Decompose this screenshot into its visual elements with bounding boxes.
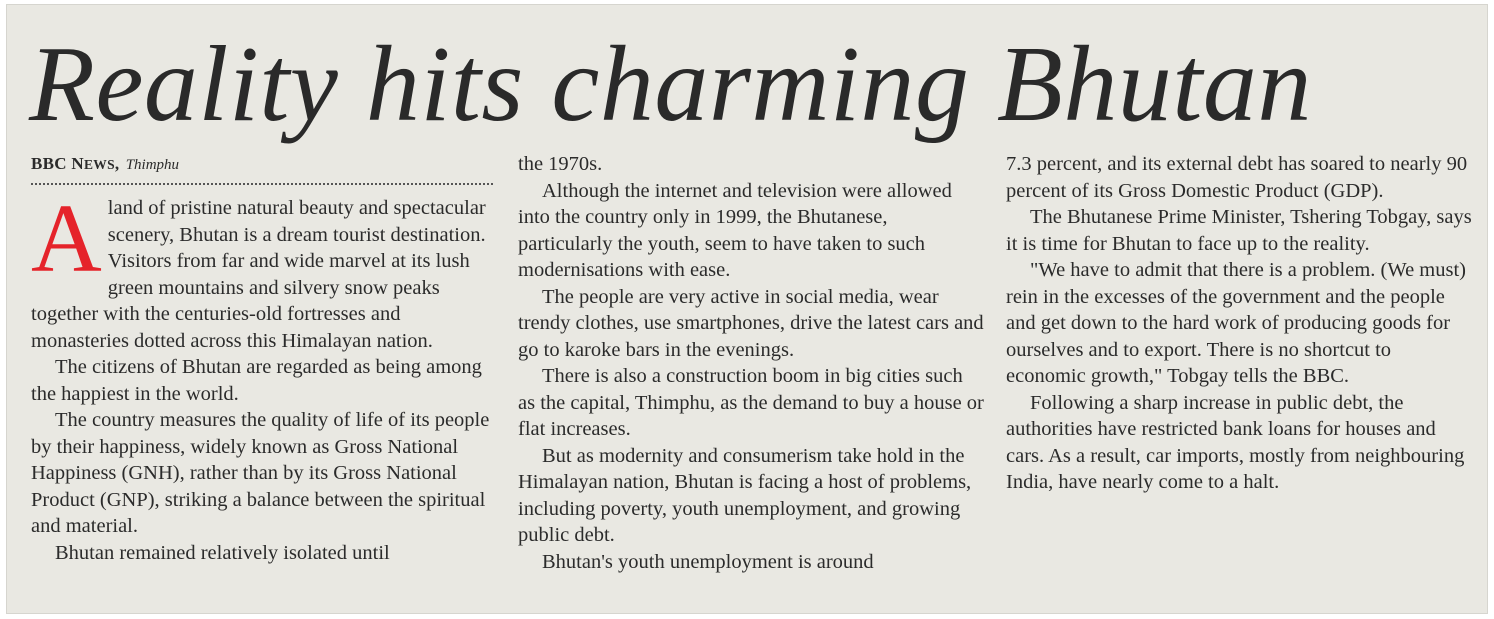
article-column-1: [31, 151, 501, 566]
paragraph: "We have to admit that there is a problem. (We must) rein in the excesses of the government and the people and get down to the hard work of producing goods for ourselves and to export. There is no shortcut to economic growth," Tobgay tells the BBC.: [1006, 259, 1467, 387]
paragraph: But as modernity and consumerism take hold in the Himalayan nation, Bhutan is facing a host of problems, including poverty, youth unemployment, and growing public debt.: [518, 444, 972, 546]
newspaper-clipping: [6, 4, 1488, 614]
lead-paragraph: Aland of pristine natural beauty and spectacular scenery, Bhutan is a dream tourist destination. Visitors from far and wide marvel at its lush green mountains and silvery snow peaks together with the centuries-old fortresses and monasteries dotted across this Himalayan nation.: [31, 185, 486, 352]
paragraph: The citizens of Bhutan are regarded as being among the happiest in the world.: [31, 356, 482, 405]
paragraph: Following a sharp increase in public debt, the authorities have restricted bank loans for houses and cars. As a result, car imports, mostly from neighbouring India, have nearly come to a halt.: [1006, 391, 1465, 493]
paragraph: Bhutan's youth unemployment is around: [542, 550, 874, 573]
headline: Reality hits charming Bhutan: [29, 25, 1312, 144]
paragraph-continuation: 7.3 percent, and its external debt has soared to nearly 90 percent of its Gross Domestic Product (GDP).: [1006, 153, 1468, 202]
paragraph: Bhutan remained relatively isolated until: [55, 541, 390, 564]
byline: [31, 151, 501, 179]
paragraph: The people are very active in social media, wear trendy clothes, use smartphones, drive the latest cars and go to karoke bars in the evenings.: [518, 285, 984, 361]
byline-location: Thimphu: [125, 157, 180, 173]
article-column-3: [1006, 151, 1472, 496]
paragraph: Although the internet and television were allowed into the country only in 1999, the Bhutanese, particularly the youth, seem to have taken to such modernisations with ease.: [518, 179, 952, 281]
drop-cap: A: [31, 185, 102, 293]
paragraph: The country measures the quality of life of its people by their happiness, widely known as Gross National Happiness (GNH), rather than by its Gross National Product (GNP), striking a balance between the spiritual and material.: [31, 409, 490, 537]
paragraph: The Bhutanese Prime Minister, Tshering Tobgay, says it is time for Bhutan to face up to the reality.: [1006, 206, 1472, 255]
paragraph: There is also a construction boom in big cities such as the capital, Thimphu, as the demand to buy a house or flat increases.: [518, 365, 984, 440]
byline-source: BBC NEWS,: [31, 154, 120, 173]
article-column-2: [518, 151, 984, 575]
paragraph-continuation: the 1970s.: [518, 153, 603, 175]
